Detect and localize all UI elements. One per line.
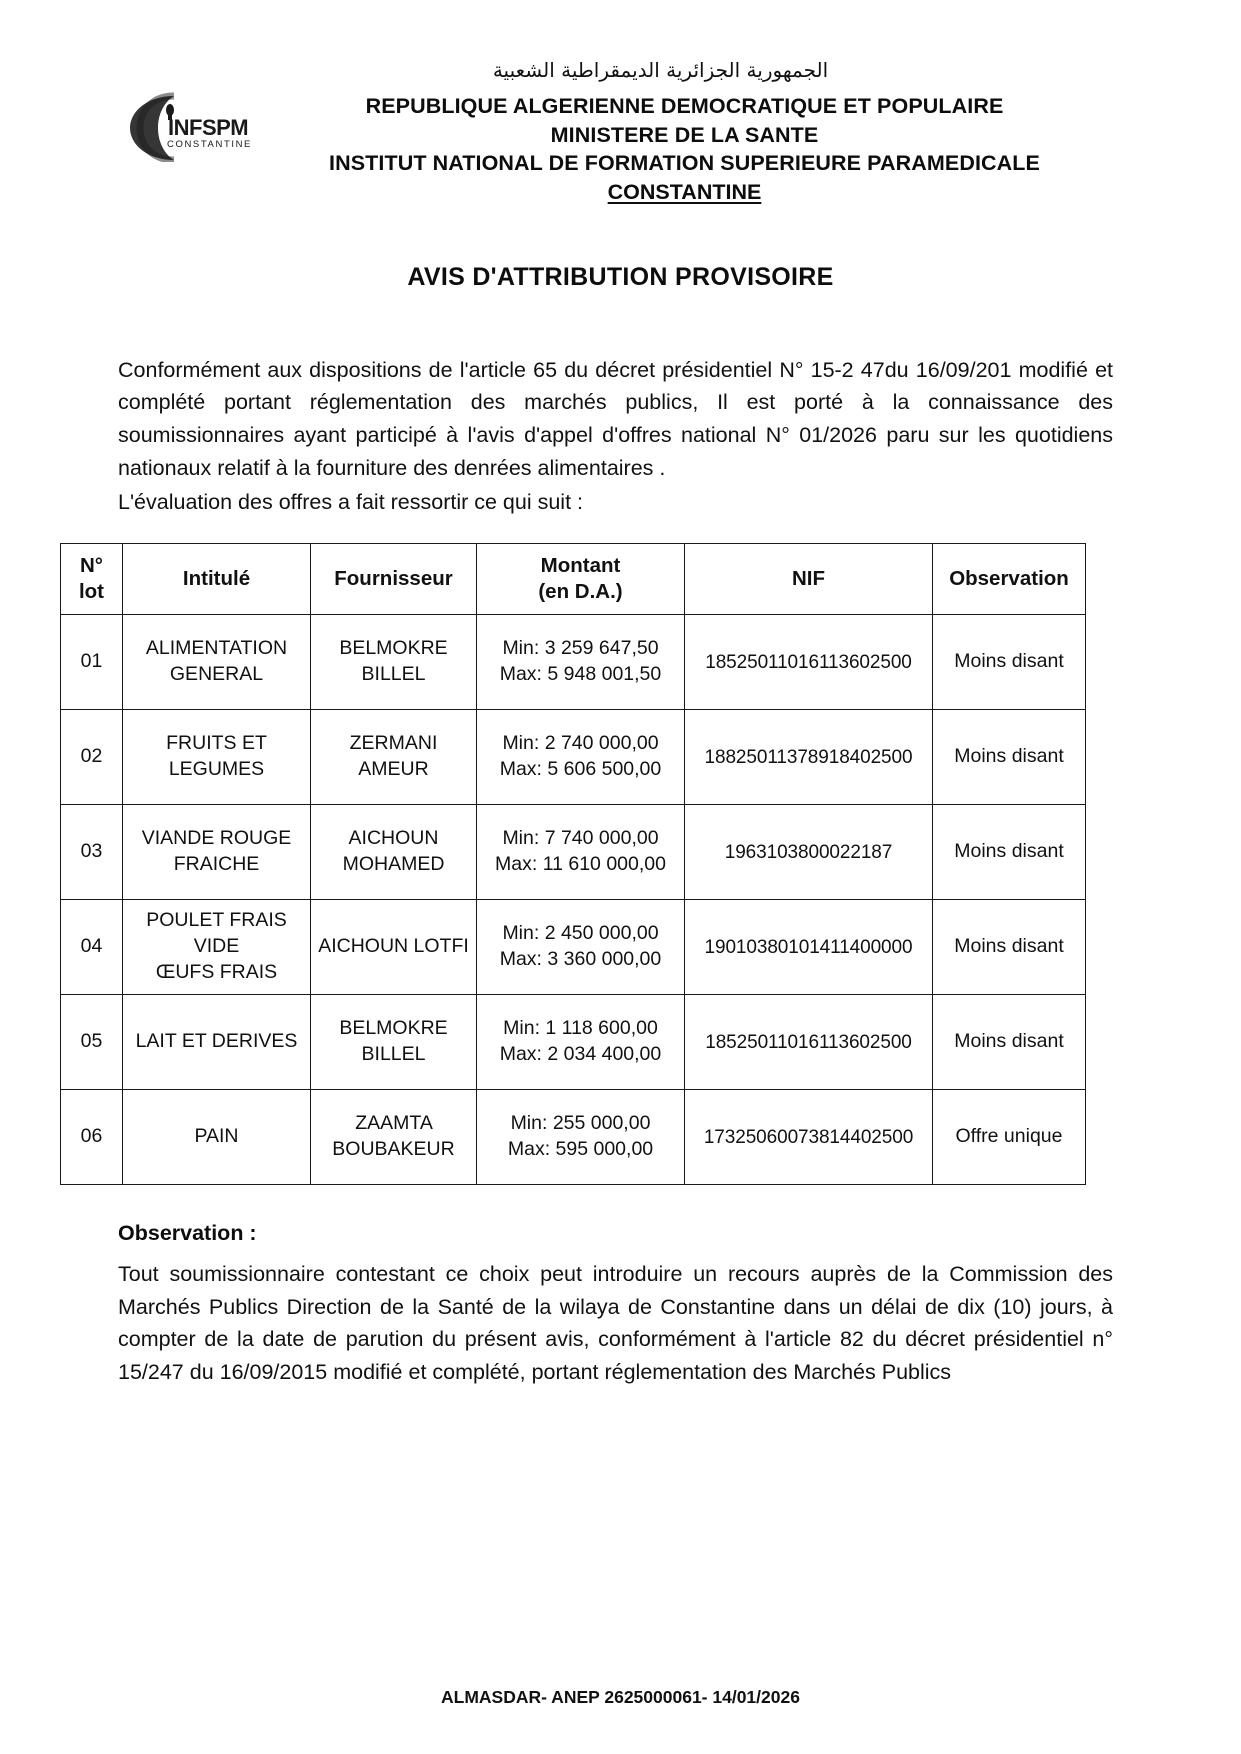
col-header-nif: NIF — [685, 544, 933, 615]
cell-montant — [477, 900, 685, 995]
col-header-fournisseur: Fournisseur — [311, 544, 477, 615]
cell-lot: 03 — [61, 805, 123, 900]
infspm-logo — [118, 90, 268, 162]
cell-montant — [477, 995, 685, 1090]
cell-observation: Moins disant — [933, 710, 1086, 805]
cell-fournisseur — [311, 805, 477, 900]
table-head — [61, 544, 1086, 615]
col-header-intitule: Intitulé — [123, 544, 311, 615]
montant-min: Min: 7 740 000,00 — [502, 827, 659, 850]
cell-intitule — [123, 805, 311, 900]
cell-fournisseur — [311, 1090, 477, 1185]
montant-max: Max: 11 610 000,00 — [495, 853, 666, 876]
intitule-line: VIDE — [193, 935, 240, 958]
intro-lead-in: L'évaluation des offres a fait ressortir ce qui suit : — [118, 490, 584, 515]
table-header-row — [61, 544, 1086, 615]
anep-footer: ALMASDAR- ANEP 2625000061- 14/01/2026 — [441, 1687, 800, 1707]
montant-max: Max: 5 606 500,00 — [499, 758, 662, 781]
table-row — [61, 805, 1086, 900]
table-row — [61, 710, 1086, 805]
cell-montant — [477, 615, 685, 710]
observation-body: Tout soumissionnaire contestant ce choix peut introduire un recours auprès de la Commission des Marchés Publics Direction de la Santé de la wilaya de Constantine dans un délai de dix (10) jours, à compter de la date de parution du présent avis, conformément à l'article 82 du décret présidentiel n° 15/247 du 16/09/2015 modifié et complété, portant réglementation des Marchés Publics — [118, 1262, 1113, 1385]
fournisseur-line: ZAAMTA — [355, 1112, 432, 1135]
table-body — [61, 615, 1086, 1185]
svg-text:CONSTANTINE: CONSTANTINE — [167, 139, 252, 150]
cell-observation: Offre unique — [933, 1090, 1086, 1185]
fournisseur-line: BILLEL — [361, 1043, 426, 1066]
fournisseur-line: BILLEL — [361, 663, 426, 686]
fournisseur-line: BOUBAKEUR — [332, 1138, 455, 1161]
table-row — [61, 900, 1086, 995]
observation-heading: Observation : — [118, 1221, 257, 1246]
col-header-lot-line2: lot — [78, 580, 105, 604]
cell-observation: Moins disant — [933, 900, 1086, 995]
cell-montant — [477, 1090, 685, 1185]
cell-observation: Moins disant — [933, 805, 1086, 900]
cell-nif: 1963103800022187 — [685, 805, 933, 900]
col-header-observation: Observation — [933, 544, 1086, 615]
cell-lot: 02 — [61, 710, 123, 805]
col-header-montant — [477, 544, 685, 615]
cell-lot: 06 — [61, 1090, 123, 1185]
montant-min: Min: 3 259 647,50 — [502, 637, 659, 660]
awards-table-wrapper — [60, 543, 1123, 1185]
cell-montant — [477, 805, 685, 900]
montant-min: Min: 2 740 000,00 — [502, 732, 659, 755]
cell-fournisseur — [311, 995, 477, 1090]
intitule-line: ŒUFS FRAIS — [155, 961, 278, 984]
cell-intitule — [123, 615, 311, 710]
intitule-line: LEGUMES — [168, 758, 265, 781]
cell-fournisseur — [311, 710, 477, 805]
intro-paragraph: Conformément aux dispositions de l'article 65 du décret présidentiel N° 15-2 47du 16/09/201 modifié et complété portant réglementation des marchés publics, Il est porté à la connaissance des soumissionnaires ayant participé à l'avis d'appel d'offres national N° 01/2026 paru sur les quotidiens nationaux relatif à la fourniture des denrées alimentaires . — [118, 357, 1113, 480]
document-header — [0, 0, 1241, 205]
observation-section — [118, 1221, 1113, 1389]
col-header-lot-line1: N° — [79, 553, 103, 577]
fournisseur-line: BELMOKRE — [339, 1017, 448, 1040]
table-row — [61, 1090, 1086, 1185]
col-header-lot — [61, 544, 123, 615]
cell-intitule — [123, 900, 311, 995]
montant-max: Max: 5 948 001,50 — [499, 663, 662, 686]
montant-max: Max: 2 034 400,00 — [499, 1043, 662, 1066]
cell-lot: 04 — [61, 900, 123, 995]
fournisseur-line: BELMOKRE — [339, 637, 448, 660]
fournisseur-line: AICHOUN LOTFI — [318, 935, 469, 958]
cell-lot: 01 — [61, 615, 123, 710]
cell-intitule — [123, 710, 311, 805]
ministry-line: MINISTERE DE LA SANTE — [550, 122, 819, 147]
awards-table — [60, 543, 1086, 1185]
table-row — [61, 995, 1086, 1090]
fournisseur-line: MOHAMED — [342, 853, 445, 876]
intitule-line: GENERAL — [169, 663, 264, 686]
cell-observation: Moins disant — [933, 995, 1086, 1090]
fournisseur-line: AMEUR — [358, 758, 429, 781]
montant-min: Min: 255 000,00 — [510, 1112, 651, 1135]
cell-nif: 17325060073814402500 — [685, 1090, 933, 1185]
cell-nif: 18825011378918402500 — [685, 710, 933, 805]
cell-observation: Moins disant — [933, 615, 1086, 710]
montant-max: Max: 3 360 000,00 — [499, 948, 662, 971]
fournisseur-line: ZERMANI — [349, 732, 438, 755]
fournisseur-line: AICHOUN — [348, 827, 439, 850]
intitule-line: ALIMENTATION — [145, 637, 288, 660]
republic-line: REPUBLIQUE ALGERIENNE DEMOCRATIQUE ET POPULAIRE — [365, 94, 1004, 118]
cell-fournisseur — [311, 900, 477, 995]
organisation-titles — [268, 92, 1241, 205]
arabic-republic-line: الجمهورية الجزائرية الديمقراطية الشعبية — [492, 58, 829, 82]
crescent-logo-icon — [118, 90, 268, 162]
cell-intitule — [123, 995, 311, 1090]
cell-nif: 18525011016113602500 — [685, 615, 933, 710]
cell-intitule — [123, 1090, 311, 1185]
institute-line: INSTITUT NATIONAL DE FORMATION SUPERIEURE PARAMEDICALE — [329, 151, 1040, 176]
intitule-line: FRAICHE — [173, 853, 260, 876]
cell-lot: 05 — [61, 995, 123, 1090]
table-row — [61, 615, 1086, 710]
intitule-line: FRUITS ET — [166, 732, 267, 755]
header-body — [0, 88, 1241, 205]
montant-min: Min: 1 118 600,00 — [503, 1017, 658, 1040]
col-header-montant-line1: Montant — [540, 553, 621, 577]
cell-fournisseur — [311, 615, 477, 710]
col-header-montant-line2: (en D.A.) — [538, 580, 623, 604]
cell-nif: 18525011016113602500 — [685, 995, 933, 1090]
intitule-line: PAIN — [194, 1125, 239, 1148]
montant-max: Max: 595 000,00 — [507, 1138, 654, 1161]
montant-min: Min: 2 450 000,00 — [502, 922, 659, 945]
intitule-line: LAIT ET DERIVES — [135, 1030, 298, 1053]
intitule-line: POULET FRAIS — [146, 909, 287, 932]
cell-nif: 19010380101411400000 — [685, 900, 933, 995]
cell-montant — [477, 710, 685, 805]
city-line: CONSTANTINE — [607, 179, 762, 204]
svg-text:INFSPM: INFSPM — [168, 115, 249, 140]
intro-block — [118, 354, 1113, 519]
intitule-line: VIANDE ROUGE — [141, 827, 292, 850]
page-title: AVIS D'ATTRIBUTION PROVISOIRE — [407, 262, 834, 291]
